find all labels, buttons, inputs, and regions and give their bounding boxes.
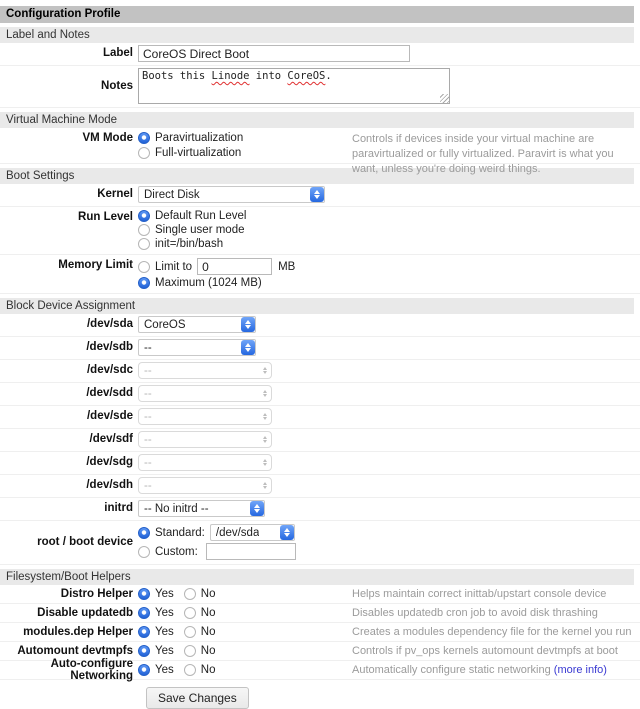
- kernel-row: [0, 184, 640, 207]
- initrd-select-value: -- No initrd --: [144, 502, 209, 515]
- helper-row-modules-dep: [0, 623, 640, 642]
- vm-mode-option-label: Full-virtualization: [155, 146, 242, 159]
- no-label: No: [200, 664, 216, 676]
- notes-field-label: Notes: [101, 80, 133, 92]
- memory-limit-option-label: Limit to: [155, 260, 193, 273]
- yes-label: Yes: [155, 664, 174, 676]
- helper-help-text: Disables updatedb cron job to avoid disk thrashing: [352, 607, 598, 619]
- no-label: No: [200, 588, 216, 600]
- notes-row: [0, 66, 640, 108]
- device-label: /dev/sdd: [86, 387, 133, 399]
- root-boot-standard-value: /dev/sda: [215, 526, 260, 539]
- modules-dep-yes-radio[interactable]: [138, 626, 150, 638]
- root-boot-radio-standard[interactable]: [138, 527, 150, 539]
- device-row-sdg: [0, 452, 640, 475]
- vm-mode-radio-full-virtualization[interactable]: [138, 147, 150, 159]
- select-arrows-icon: [259, 455, 271, 470]
- section-block-device-assignment: Block Device Assignment: [0, 298, 634, 314]
- kernel-select-value: Direct Disk: [144, 188, 200, 201]
- device-row-sdh: [0, 475, 640, 498]
- device-select-value: --: [144, 433, 152, 446]
- memory-limit-max-label: Maximum (1024 MB): [155, 277, 262, 289]
- device-label: /dev/sdc: [86, 364, 133, 376]
- helper-label: Auto-configure Networking: [50, 658, 133, 682]
- device-row-sdd: [0, 383, 640, 406]
- helper-label: Automount devtmpfs: [17, 645, 133, 657]
- device-select-value: --: [144, 387, 152, 400]
- modules-dep-no-radio[interactable]: [184, 626, 196, 638]
- run-level-option-label: init=/bin/bash: [155, 238, 224, 250]
- helper-help-text: [352, 664, 607, 676]
- root-boot-standard-label: Standard:: [155, 526, 205, 539]
- root-boot-custom-label: Custom:: [155, 545, 198, 558]
- device-select-sdd: [138, 385, 272, 402]
- device-select-value: --: [144, 479, 152, 492]
- label-row: [0, 43, 640, 66]
- device-select-sdg: [138, 454, 272, 471]
- helper-row-networking: [0, 658, 640, 682]
- automount-devtmpfs-no-radio[interactable]: [184, 645, 196, 657]
- helper-label: Disable updatedb: [37, 607, 133, 619]
- root-boot-radio-custom[interactable]: [138, 546, 150, 558]
- section-label-and-notes: Label and Notes: [0, 27, 634, 43]
- device-label: /dev/sde: [86, 410, 133, 422]
- memory-limit-unit: MB: [278, 260, 296, 273]
- device-select-value: CoreOS: [144, 318, 186, 331]
- vm-mode-radio-paravirtualization[interactable]: [138, 132, 150, 144]
- run-level-option-label: Default Run Level: [155, 210, 247, 222]
- run-level-option-label: Single user mode: [155, 224, 245, 236]
- device-select-value: --: [144, 456, 152, 469]
- device-label: /dev/sdg: [86, 456, 133, 468]
- select-arrows-icon: [280, 525, 294, 540]
- disable-updatedb-no-radio[interactable]: [184, 607, 196, 619]
- device-row-sde: [0, 406, 640, 429]
- select-arrows-icon: [259, 409, 271, 424]
- disable-updatedb-yes-radio[interactable]: [138, 607, 150, 619]
- device-select-sdf: [138, 431, 272, 448]
- run-level-label: Run Level: [78, 211, 133, 223]
- initrd-select[interactable]: [138, 500, 265, 517]
- select-arrows-icon: [241, 340, 255, 355]
- helper-row-distro: [0, 585, 640, 604]
- root-boot-custom-input[interactable]: [206, 543, 296, 560]
- auto-configure-networking-yes-radio[interactable]: [138, 664, 150, 676]
- helper-row-updatedb: [0, 604, 640, 623]
- distro-helper-yes-radio[interactable]: [138, 588, 150, 600]
- select-arrows-icon: [259, 386, 271, 401]
- no-label: No: [200, 645, 216, 657]
- notes-text-misspelled: Linode: [211, 70, 250, 82]
- section-boot-settings: Boot Settings: [0, 168, 634, 184]
- root-boot-device-label: root / boot device: [37, 536, 133, 548]
- yes-label: Yes: [155, 626, 174, 638]
- device-select-sde: [138, 408, 272, 425]
- select-arrows-icon: [310, 187, 324, 202]
- helper-help-text: Helps maintain correct inittab/upstart console device: [352, 588, 607, 600]
- select-arrows-icon: [241, 317, 255, 332]
- run-level-row: [0, 207, 640, 255]
- run-level-radio-single-user[interactable]: [138, 224, 150, 236]
- helper-label: modules.dep Helper: [23, 626, 133, 638]
- notes-text-misspelled: CoreOS: [287, 70, 326, 82]
- vm-mode-label: VM Mode: [82, 132, 133, 144]
- run-level-radio-default[interactable]: [138, 210, 150, 222]
- vm-mode-help-text: Controls if devices inside your virtual machine are paravirtualized or fully virtualized. Paravirt is what you want, unless you're doing weird things.: [352, 133, 614, 175]
- select-arrows-icon: [259, 432, 271, 447]
- device-select-sdc: [138, 362, 272, 379]
- select-arrows-icon: [259, 478, 271, 493]
- device-select-value: --: [144, 364, 152, 377]
- initrd-label: initrd: [104, 502, 133, 514]
- memory-limit-radio-limit-to[interactable]: [138, 261, 150, 273]
- device-select-value: --: [144, 410, 152, 423]
- device-row-sdb: [0, 337, 640, 360]
- notes-text: into: [249, 70, 288, 82]
- automount-devtmpfs-yes-radio[interactable]: [138, 645, 150, 657]
- memory-limit-input[interactable]: [197, 258, 272, 275]
- section-virtual-machine-mode: Virtual Machine Mode: [0, 112, 634, 128]
- device-select-sdb[interactable]: [138, 339, 256, 356]
- kernel-label: Kernel: [97, 188, 133, 200]
- device-select-value: --: [144, 341, 152, 354]
- save-row: [0, 680, 640, 709]
- select-arrows-icon: [250, 501, 264, 516]
- page-title: Configuration Profile: [0, 6, 634, 23]
- kernel-select[interactable]: [138, 186, 325, 203]
- save-changes-button[interactable]: Save Changes: [146, 687, 249, 709]
- label-field-label: Label: [102, 47, 133, 59]
- yes-label: Yes: [155, 645, 174, 657]
- device-select-sdh: [138, 477, 272, 494]
- memory-limit-radio-maximum[interactable]: [138, 277, 150, 289]
- memory-limit-row: [0, 255, 640, 294]
- notes-textarea[interactable]: [138, 68, 450, 104]
- more-info-link[interactable]: (more info): [553, 664, 607, 676]
- notes-text: Boots this: [142, 70, 212, 82]
- helper-help-text: Controls if pv_ops kernels automount devtmpfs at boot: [352, 645, 618, 657]
- device-label: /dev/sdh: [86, 479, 133, 491]
- root-boot-device-row: [0, 521, 640, 565]
- helper-label: Distro Helper: [60, 588, 133, 600]
- yes-label: Yes: [155, 588, 174, 600]
- notes-text: .: [325, 70, 332, 82]
- select-arrows-icon: [259, 363, 271, 378]
- vm-mode-option-label: Paravirtualization: [155, 131, 244, 144]
- device-row-sdc: [0, 360, 640, 383]
- helper-help-text-part: Automatically configure static networking: [352, 664, 551, 676]
- helper-help-text: Creates a modules dependency file for the kernel you run: [352, 626, 632, 638]
- section-filesystem-boot-helpers: Filesystem/Boot Helpers: [0, 569, 634, 585]
- device-row-sdf: [0, 429, 640, 452]
- vm-mode-row: [0, 128, 640, 175]
- device-select-sda[interactable]: [138, 316, 256, 333]
- yes-label: Yes: [155, 607, 174, 619]
- no-label: No: [200, 607, 216, 619]
- device-label: /dev/sdf: [89, 433, 133, 445]
- device-row-sda: [0, 314, 640, 337]
- device-label: /dev/sda: [86, 318, 133, 330]
- textarea-resize-handle[interactable]: [440, 94, 449, 103]
- memory-limit-label: Memory Limit: [58, 259, 133, 271]
- distro-helper-no-radio[interactable]: [184, 588, 196, 600]
- label-input[interactable]: [138, 45, 410, 62]
- auto-configure-networking-no-radio[interactable]: [184, 664, 196, 676]
- root-boot-standard-select[interactable]: [210, 524, 295, 541]
- no-label: No: [200, 626, 216, 638]
- initrd-row: [0, 498, 640, 521]
- device-label: /dev/sdb: [86, 341, 133, 353]
- run-level-radio-init-bash[interactable]: [138, 238, 150, 250]
